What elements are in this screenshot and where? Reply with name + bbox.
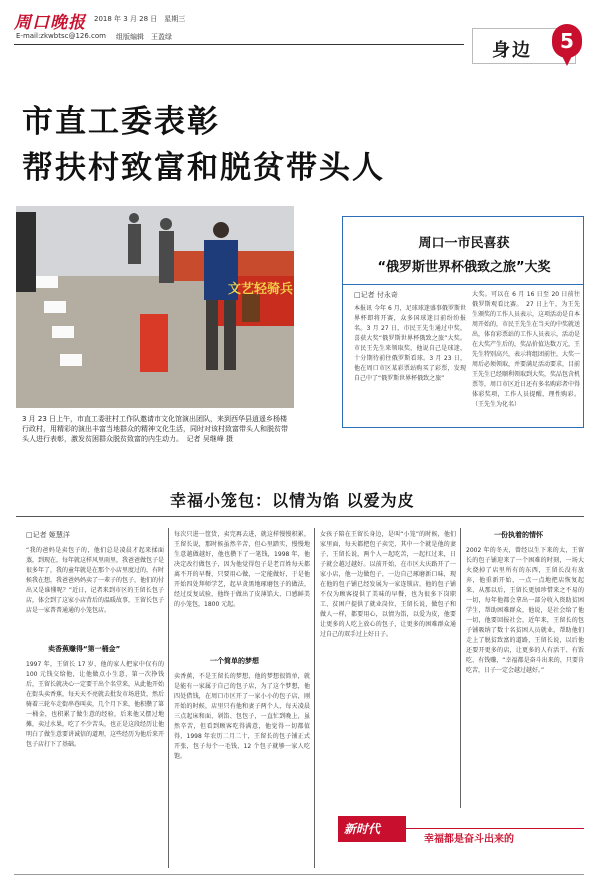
story2-subhead3: 一份执着的情怀	[494, 531, 543, 539]
box-story-title2: “俄罗斯世界杯俄致之旅”大奖	[377, 260, 551, 275]
header-rule	[14, 44, 464, 45]
story2-col2-para2: 卖香蕉，不是王留长的梦想，他的梦想很简单，就是能有一家属于自己的包子店，为了这个梦想，他四处借钱，在周口市区开了一家小小的包子店，刚开始的时候，店里只有他和妻子两个人，每天凌晨三点起床和面、剁馅、包包子，一直忙到晚上，虽然辛苦，但看到顾客吃得满意，他觉得一切都值得，1998 年农历二月二十，王留长的包子铺正式开张，包子每个一毛钱，12 个包子就够一家人吃饱。	[174, 673, 310, 760]
box-story-rule	[342, 284, 584, 285]
box-story-col2: 大奖。可以在 6 月 16 日至 20 日前往俄罗斯观看比赛。 27 日上午，为王先生颁奖的工作人员表示，这项活动是自本周开始的，市民王先生在当天的中奖就送出，体育彩票站的工作人员表示，活动是在大奖产生后的，奖品价值达数万元，王先生特别高兴，表示将组团前往，大奖一周后必须领取，并要满足活动要求，目前王先生已经顺利领取到大奖，奖品包含机票等，周口市区近日还有多名购彩者中得体彩奖项，工作人员提醒，理性购彩。（王先生为化名）	[472, 291, 580, 408]
contact-email: E-mail:zkwbtsc@126.com	[16, 32, 106, 40]
footer-rule	[14, 874, 584, 875]
masthead-logo: 周口晚报	[14, 13, 86, 33]
era-underline	[406, 828, 584, 829]
era-slogan: 幸福都是奋斗出来的	[424, 834, 514, 845]
col-divider3	[460, 528, 461, 808]
page-editor: 组版编辑 王盈绿	[116, 33, 172, 41]
era-label: 新时代	[344, 822, 381, 836]
box-story-byline: □记者 付永奇	[354, 291, 398, 299]
col-divider2	[314, 528, 315, 868]
photo-illustration	[16, 206, 294, 408]
era-slogan-bar	[338, 816, 584, 845]
section-name: 身边	[492, 40, 532, 61]
story2-col4: 2002 年的冬天，曾经以生下来的太，王留长的包子铺迎来了一个困难的时刻，一场大火烧掉了店里所有的东西，王留长没有放弃，他重新开始，一点一点地把店恢复起来，从那以后，王留长更加珍惜来之不易的一切，每年他都会拿出一部分收入资助贫困学生，帮助困难群众，他说，是社会给了他一切，他要回报社会，近年来，王留长的包子铺吸纳了数十名贫困人员就业，帮助他们走上了脱贫致富的道路，王留长说，以后他还要开更多的店，让更多的人有活干、有饭吃、有钱赚，“幸福都是奋斗出来的，只要肯吃苦，日子一定会越过越好。”	[466, 547, 584, 674]
photo-caption: 3 月 23 日上午，市直工委驻村工作队邀请市文化馆演出团队，来到西华县逍遥乡杨楼行政村，用精彩的演出丰富当地群众的精神文化生活，同时对该村致富带头人和脱贫带头人进行表彰，激发贫困群众脱贫致富的内生动力。 记者 吴继峰 摄	[22, 415, 288, 443]
story2-top-rule	[16, 516, 584, 517]
box-story-col1: 本报讯 今年 6 月，足球球迷盛事俄罗斯世界杯即将开赛，众多国球迷目前纷纷报名。3 月 27 日，市民王先生通过中奖，喜获大奖“俄罗斯世界杯俄致之旅”大奖。市民王先生来领取奖，他说自己是球迷，十分期待前往俄罗斯看球。3 月 23 日，他在周口市区某彩票站购买了彩票，发现自己中了“俄罗斯世界杯俄致之旅”	[354, 305, 466, 382]
story2-col1-para1: “我的爸妈是卖包子的，他们总是凌晨才起来揉面蒸，到现在，每年就这样风里雨里，我爸爸做包子是很多年了，我的童年就是在那个小店里度过的，有时候我在想，我爸爸妈妈卖了一辈子的包子，他们的付出又是谁懂呢？”近日，记者来到市区的王留长包子店，体会到了这家小店背后的温暖故事，王留长包子店是一家普普通通的小笼包店。	[26, 547, 164, 614]
news-photo	[16, 206, 294, 408]
story2-col2-para1: 每次只进一筐货，卖完再去进，就这样慢慢积累，王留长说，那时候虽然辛苦，但心里踏实，慢慢地生意越做越好，他也攒下了一笔钱，1998 年，他决定改行做包子，因为他觉得包子是老百姓每天都离不开的早餐，只要用心做，一定能做好，于是他开始四处拜师学艺，起早贪黑地琢磨包子的做法，经过反复试验，他终于做出了皮薄馅大、口感鲜美的小笼包，1800 元起。	[174, 531, 310, 608]
story2-col3: 女孩子陪在王留长身边，是叫“小笼”的时候，他们家里面，每天都把包子卖完，其中一个就是他的妻子，王留长说，两个人一起吃苦，一起扛过来，日子就会越过越好。以前开始，在市区大庆路开了一家小店，他一边做包子，一边自己琢磨新口味，现在他的包子铺已经发展为一家连锁店，他的包子铺不仅为顾客提供了美味的早餐，也为很多下岗职工、贫困户提供了就业岗位，王留长说，做包子和做人一样，都要用心，以情为馅，以爱为皮，他要让更多的人吃上放心的包子，让更多的困难群众通过自己的双手过上好日子。	[320, 531, 456, 638]
issue-date: 2018 年 3 月 28 日 星期三	[94, 15, 186, 23]
photo-banner-text: 文艺轻骑兵	[228, 282, 294, 297]
story2-subhead1: 卖香蕉赚得“第一桶金”	[48, 645, 121, 653]
col-divider1	[168, 528, 169, 868]
page-number-badge: 5	[552, 24, 582, 58]
story2-title: 幸福小笼包：以情为馅 以爱为皮	[170, 491, 415, 510]
headline-line2: 帮扶村致富和脱贫带头人	[22, 150, 385, 186]
story2-col1-para2: 1997 年，王留长 17 岁，他的家人把家中仅有的 100 元钱交给他，让他做点小生意，第一次挣钱后，王留长就决心一定要干出个名堂来，从此他开始在街头卖香蕉，每天天不亮就去批发市场进货，然后骑着三轮车走街串巷叫卖，几个月下来，他积攒了第一桶金，也积累了做生意的经验，后来他又摆过地摊，卖过水果，吃了不少苦头，也正是这段经历让他明白了做生意要讲诚信的道理，这些经历为他后来开包子店打下了基础。	[26, 661, 164, 748]
story2-byline: □记者 姬慧洋	[26, 531, 70, 539]
box-story-title1: 周口一市民喜获	[418, 236, 510, 251]
story2-subhead2: 一个简单的梦想	[210, 657, 259, 665]
headline-line1: 市直工委表彰	[22, 104, 220, 140]
